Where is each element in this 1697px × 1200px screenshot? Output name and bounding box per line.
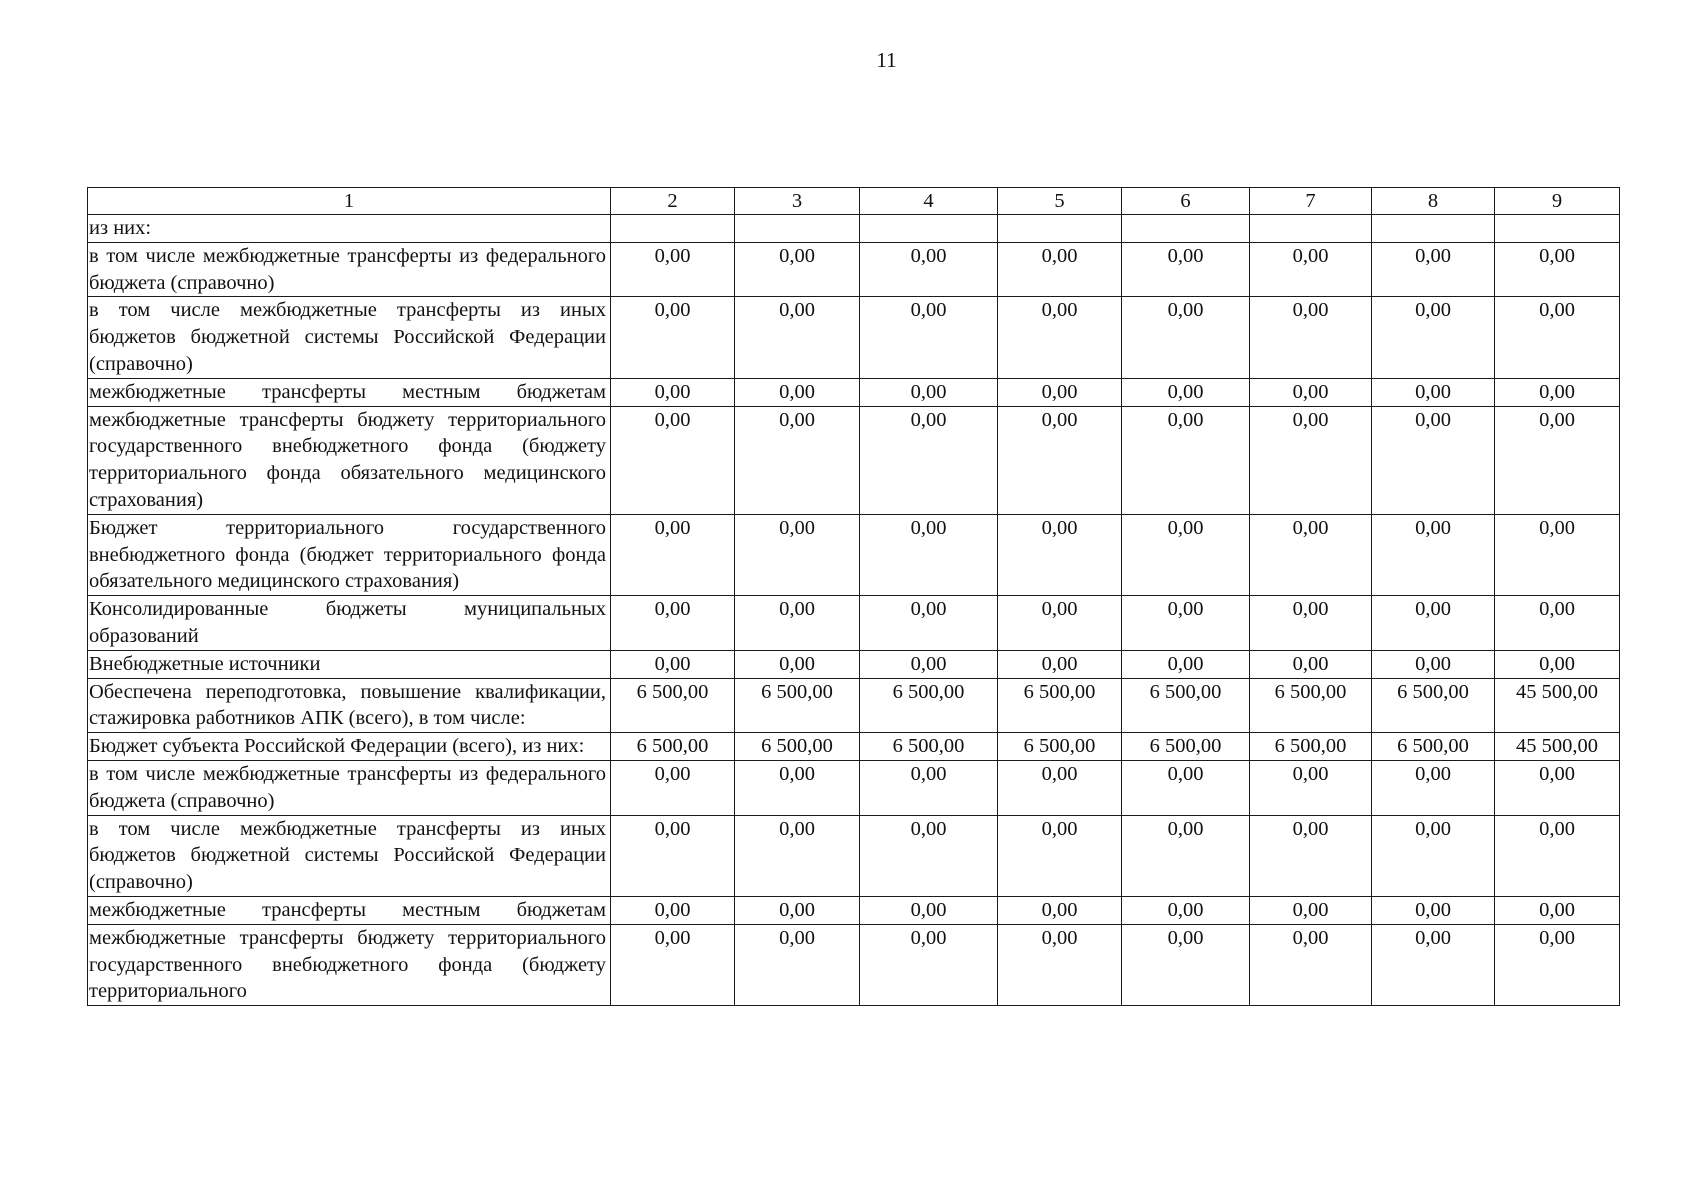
value-cell: [860, 215, 998, 243]
value-cell: 0,00: [611, 815, 735, 896]
value-cell: 0,00: [1372, 896, 1495, 924]
value-cell: 0,00: [860, 760, 998, 815]
table-row: [88, 297, 1620, 378]
table-row: [88, 760, 1620, 815]
row-label: в том числе межбюджетные трансферты из иных бюджетов бюджетной системы Российской Федерации (справочно): [88, 815, 611, 896]
value-cell: 0,00: [611, 297, 735, 378]
value-cell: 0,00: [1250, 297, 1372, 378]
value-cell: 0,00: [860, 406, 998, 514]
value-cell: [1122, 215, 1250, 243]
value-cell: 0,00: [611, 650, 735, 678]
value-cell: 0,00: [735, 514, 860, 595]
page-number: 11: [876, 48, 897, 72]
value-cell: 0,00: [860, 924, 998, 1005]
value-cell: 0,00: [1122, 378, 1250, 406]
value-cell: 0,00: [860, 596, 998, 651]
value-cell: 0,00: [998, 896, 1122, 924]
table-row: [88, 406, 1620, 514]
value-cell: 0,00: [1122, 297, 1250, 378]
value-cell: 0,00: [1495, 406, 1620, 514]
value-cell: 0,00: [1122, 924, 1250, 1005]
table-row: [88, 678, 1620, 733]
value-cell: 0,00: [860, 297, 998, 378]
row-label: межбюджетные трансферты местным бюджетам: [88, 896, 611, 924]
value-cell: 6 500,00: [860, 733, 998, 761]
value-cell: [735, 215, 860, 243]
value-cell: 0,00: [611, 596, 735, 651]
value-cell: 6 500,00: [611, 678, 735, 733]
value-cell: 0,00: [1250, 242, 1372, 297]
value-cell: 0,00: [1250, 896, 1372, 924]
value-cell: 0,00: [735, 406, 860, 514]
value-cell: 0,00: [1495, 924, 1620, 1005]
value-cell: 0,00: [1122, 760, 1250, 815]
value-cell: 0,00: [1250, 815, 1372, 896]
value-cell: 0,00: [998, 760, 1122, 815]
table-row: [88, 815, 1620, 896]
value-cell: 0,00: [735, 297, 860, 378]
value-cell: 0,00: [1372, 406, 1495, 514]
value-cell: 0,00: [998, 815, 1122, 896]
value-cell: 0,00: [1495, 896, 1620, 924]
value-cell: 6 500,00: [1250, 678, 1372, 733]
value-cell: 0,00: [1122, 650, 1250, 678]
row-label: в том числе межбюджетные трансферты из федерального бюджета (справочно): [88, 760, 611, 815]
value-cell: 0,00: [1372, 924, 1495, 1005]
value-cell: 0,00: [1250, 924, 1372, 1005]
row-label: Консолидированные бюджеты муниципальных образований: [88, 596, 611, 651]
row-label: из них:: [88, 215, 611, 243]
value-cell: 0,00: [1372, 815, 1495, 896]
table-row: [88, 242, 1620, 297]
column-header: 7: [1250, 188, 1372, 215]
value-cell: 0,00: [998, 242, 1122, 297]
value-cell: 0,00: [1250, 378, 1372, 406]
column-header: 9: [1495, 188, 1620, 215]
value-cell: 0,00: [735, 760, 860, 815]
value-cell: 45 500,00: [1495, 678, 1620, 733]
value-cell: 0,00: [1495, 596, 1620, 651]
value-cell: 6 500,00: [998, 678, 1122, 733]
table-header-row: [88, 188, 1620, 215]
value-cell: [1250, 215, 1372, 243]
row-label: межбюджетные трансферты бюджету территориального государственного внебюджетного фонда (бюджету территориального фонда обязательного медицинского страхования): [88, 406, 611, 514]
column-header: 8: [1372, 188, 1495, 215]
row-label: межбюджетные трансферты бюджету территориального государственного внебюджетного фонда (бюджету территориального: [88, 924, 611, 1005]
value-cell: 6 500,00: [735, 733, 860, 761]
value-cell: 45 500,00: [1495, 733, 1620, 761]
value-cell: 0,00: [998, 924, 1122, 1005]
value-cell: 0,00: [1372, 514, 1495, 595]
row-label: Бюджет территориального государственного внебюджетного фонда (бюджет территориального фонда обязательного медицинского страхования): [88, 514, 611, 595]
value-cell: 0,00: [1495, 514, 1620, 595]
column-header: 3: [735, 188, 860, 215]
value-cell: 0,00: [998, 406, 1122, 514]
value-cell: 0,00: [1122, 406, 1250, 514]
budget-table: [87, 187, 1620, 1006]
value-cell: 0,00: [1122, 896, 1250, 924]
column-header: 2: [611, 188, 735, 215]
value-cell: [611, 215, 735, 243]
value-cell: 0,00: [735, 596, 860, 651]
row-label: Бюджет субъекта Российской Федерации (всего), из них:: [88, 733, 611, 761]
value-cell: 0,00: [611, 406, 735, 514]
value-cell: 6 500,00: [611, 733, 735, 761]
value-cell: 0,00: [1495, 378, 1620, 406]
row-label: Обеспечена переподготовка, повышение квалификации, стажировка работников АПК (всего), в том числе:: [88, 678, 611, 733]
table-row: [88, 596, 1620, 651]
value-cell: 0,00: [611, 760, 735, 815]
value-cell: 0,00: [860, 650, 998, 678]
value-cell: 0,00: [611, 378, 735, 406]
value-cell: [1372, 215, 1495, 243]
table-row: [88, 650, 1620, 678]
value-cell: 0,00: [1372, 378, 1495, 406]
value-cell: 6 500,00: [860, 678, 998, 733]
value-cell: 6 500,00: [1372, 733, 1495, 761]
table-row: [88, 924, 1620, 1005]
value-cell: 0,00: [611, 514, 735, 595]
value-cell: 0,00: [735, 815, 860, 896]
row-label: в том числе межбюджетные трансферты из иных бюджетов бюджетной системы Российской Федерации (справочно): [88, 297, 611, 378]
value-cell: 0,00: [1495, 650, 1620, 678]
value-cell: 0,00: [998, 378, 1122, 406]
value-cell: 0,00: [1250, 650, 1372, 678]
value-cell: 0,00: [1122, 242, 1250, 297]
value-cell: 0,00: [1495, 297, 1620, 378]
value-cell: 6 500,00: [998, 733, 1122, 761]
value-cell: [1495, 215, 1620, 243]
value-cell: 6 500,00: [1250, 733, 1372, 761]
column-header: 4: [860, 188, 998, 215]
value-cell: 0,00: [735, 242, 860, 297]
value-cell: 0,00: [735, 650, 860, 678]
value-cell: 0,00: [1495, 242, 1620, 297]
value-cell: 0,00: [860, 242, 998, 297]
value-cell: 0,00: [998, 596, 1122, 651]
value-cell: 0,00: [611, 924, 735, 1005]
table-row: [88, 514, 1620, 595]
row-label: межбюджетные трансферты местным бюджетам: [88, 378, 611, 406]
value-cell: 0,00: [735, 378, 860, 406]
value-cell: 0,00: [1372, 242, 1495, 297]
value-cell: 0,00: [1250, 760, 1372, 815]
value-cell: 6 500,00: [1372, 678, 1495, 733]
value-cell: 0,00: [1250, 406, 1372, 514]
value-cell: 0,00: [860, 378, 998, 406]
value-cell: 0,00: [1372, 596, 1495, 651]
value-cell: 0,00: [1250, 514, 1372, 595]
value-cell: 0,00: [998, 650, 1122, 678]
value-cell: 6 500,00: [1122, 733, 1250, 761]
column-header: 1: [88, 188, 611, 215]
table-row: [88, 733, 1620, 761]
value-cell: 0,00: [860, 896, 998, 924]
value-cell: 0,00: [1372, 760, 1495, 815]
value-cell: 0,00: [735, 924, 860, 1005]
column-header: 5: [998, 188, 1122, 215]
value-cell: 0,00: [860, 514, 998, 595]
value-cell: 6 500,00: [1122, 678, 1250, 733]
value-cell: 0,00: [1122, 596, 1250, 651]
value-cell: 0,00: [998, 297, 1122, 378]
value-cell: 0,00: [1372, 650, 1495, 678]
column-header: 6: [1122, 188, 1250, 215]
row-label: Внебюджетные источники: [88, 650, 611, 678]
row-label: в том числе межбюджетные трансферты из федерального бюджета (справочно): [88, 242, 611, 297]
table-row: [88, 378, 1620, 406]
table-row: [88, 896, 1620, 924]
value-cell: 0,00: [735, 896, 860, 924]
value-cell: 0,00: [611, 242, 735, 297]
value-cell: 6 500,00: [735, 678, 860, 733]
value-cell: 0,00: [1372, 297, 1495, 378]
value-cell: 0,00: [860, 815, 998, 896]
value-cell: 0,00: [611, 896, 735, 924]
table-row: [88, 215, 1620, 243]
value-cell: 0,00: [1250, 596, 1372, 651]
value-cell: 0,00: [1122, 815, 1250, 896]
value-cell: 0,00: [1495, 815, 1620, 896]
table-body: [88, 188, 1620, 1006]
value-cell: 0,00: [1122, 514, 1250, 595]
value-cell: 0,00: [998, 514, 1122, 595]
value-cell: [998, 215, 1122, 243]
value-cell: 0,00: [1495, 760, 1620, 815]
